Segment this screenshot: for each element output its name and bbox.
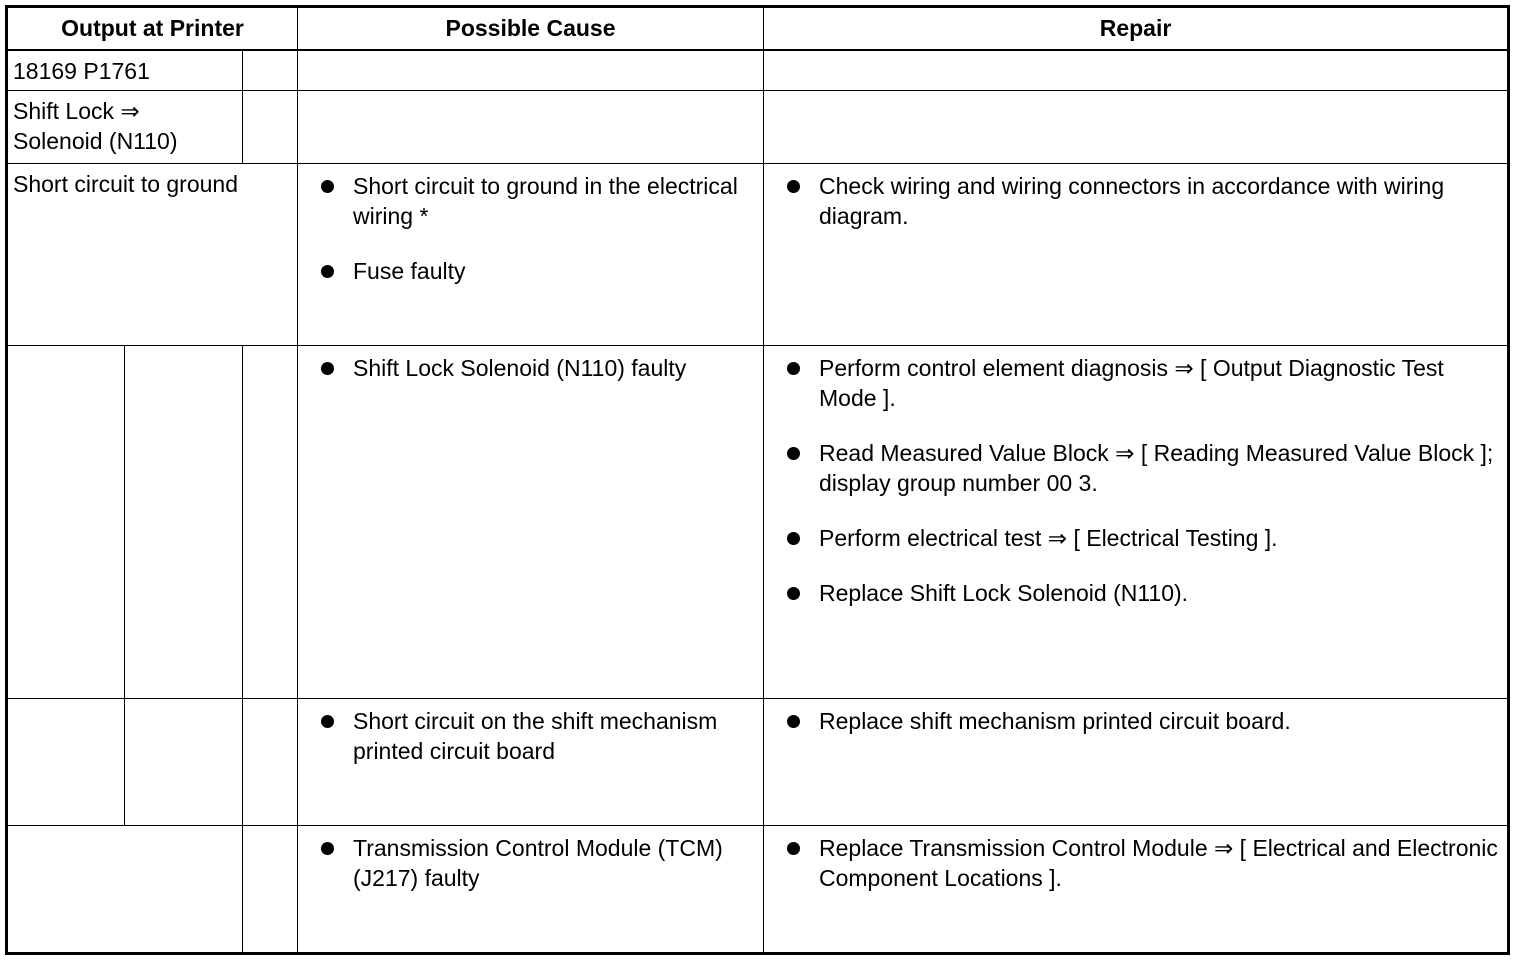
repair-item — [784, 833, 1501, 893]
section-row-2 — [7, 346, 1509, 699]
repair-item — [784, 578, 1501, 608]
cause-item — [318, 256, 757, 286]
repair-list-3 — [764, 699, 1507, 736]
bullet-icon — [321, 715, 334, 728]
repair-list-4 — [764, 826, 1507, 893]
repair-item — [784, 438, 1501, 498]
empty-cell — [125, 699, 243, 826]
cause-cell-2 — [298, 346, 764, 699]
cause-text: Short circuit to ground in the electrical wiring * — [353, 173, 738, 229]
section-row-3 — [7, 699, 1509, 826]
cause-cell-3 — [298, 699, 764, 826]
section-row-1 — [7, 164, 1509, 346]
repair-text: Perform control element diagnosis ⇒ [ Output Diagnostic Test Mode ]. — [819, 355, 1444, 411]
cause-item — [318, 353, 757, 383]
repair-cell-4 — [764, 826, 1509, 954]
repair-text: Replace shift mechanism printed circuit board. — [819, 708, 1291, 734]
empty-cell — [7, 346, 125, 699]
empty-cell — [243, 346, 298, 699]
bullet-icon — [321, 180, 334, 193]
bullet-icon — [321, 265, 334, 278]
diagnostic-table — [5, 5, 1510, 955]
empty-cell — [243, 50, 298, 91]
cause-list-4 — [298, 826, 763, 893]
bullet-icon — [787, 715, 800, 728]
header-repair: Repair — [764, 7, 1509, 50]
component-name: Shift Lock ⇒ Solenoid (N110) — [13, 98, 178, 154]
cause-text: Fuse faulty — [353, 258, 466, 284]
empty-cell — [243, 699, 298, 826]
empty-cell — [7, 826, 243, 954]
cause-list-1 — [298, 164, 763, 286]
repair-text: Check wiring and wiring connectors in accordance with wiring diagram. — [819, 173, 1445, 229]
bullet-icon — [787, 447, 800, 460]
cause-list-2 — [298, 346, 763, 383]
repair-item — [784, 353, 1501, 413]
bullet-icon — [787, 842, 800, 855]
empty-cell — [7, 699, 125, 826]
empty-cause-cell — [298, 91, 764, 164]
cause-item — [318, 171, 757, 231]
repair-item — [784, 523, 1501, 553]
component-row — [7, 91, 1509, 164]
header-possible-cause: Possible Cause — [298, 7, 764, 50]
fault-code-cell — [7, 50, 243, 91]
repair-text: Perform electrical test ⇒ [ Electrical Testing ]. — [819, 525, 1278, 551]
repair-text: Read Measured Value Block ⇒ [ Reading Measured Value Block ]; display group number 00 3. — [819, 440, 1494, 496]
bullet-icon — [787, 362, 800, 375]
bullet-icon — [787, 587, 800, 600]
empty-cell — [125, 346, 243, 699]
bullet-icon — [321, 842, 334, 855]
repair-cell-3 — [764, 699, 1509, 826]
empty-cell — [243, 826, 298, 954]
cause-item — [318, 833, 757, 893]
bullet-icon — [787, 180, 800, 193]
repair-text: Replace Shift Lock Solenoid (N110). — [819, 580, 1189, 606]
header-output-at-printer: Output at Printer — [7, 7, 298, 50]
cause-cell-1 — [298, 164, 764, 346]
repair-cell-1 — [764, 164, 1509, 346]
fault-type: Short circuit to ground — [13, 171, 239, 197]
repair-cell-2 — [764, 346, 1509, 699]
empty-repair-cell — [764, 50, 1509, 91]
empty-cause-cell — [298, 50, 764, 91]
component-cell — [7, 91, 243, 164]
empty-cell — [243, 91, 298, 164]
cause-text: Short circuit on the shift mechanism printed circuit board — [353, 708, 718, 764]
cause-text: Shift Lock Solenoid (N110) faulty — [353, 355, 687, 381]
section-row-4 — [7, 826, 1509, 954]
cause-item — [318, 706, 757, 766]
code-row — [7, 50, 1509, 91]
cause-text: Transmission Control Module (TCM) (J217) faulty — [353, 835, 723, 891]
bullet-icon — [321, 362, 334, 375]
repair-list-2 — [764, 346, 1507, 608]
fault-type-cell — [7, 164, 298, 346]
repair-item — [784, 706, 1501, 736]
cause-list-3 — [298, 699, 763, 766]
header-row — [7, 7, 1509, 50]
repair-text: Replace Transmission Control Module ⇒ [ Electrical and Electronic Component Locations ]. — [819, 835, 1498, 891]
repair-item — [784, 171, 1501, 231]
bullet-icon — [787, 532, 800, 545]
empty-repair-cell — [764, 91, 1509, 164]
cause-cell-4 — [298, 826, 764, 954]
fault-code: 18169 P1761 — [13, 57, 150, 84]
repair-list-1 — [764, 164, 1507, 231]
